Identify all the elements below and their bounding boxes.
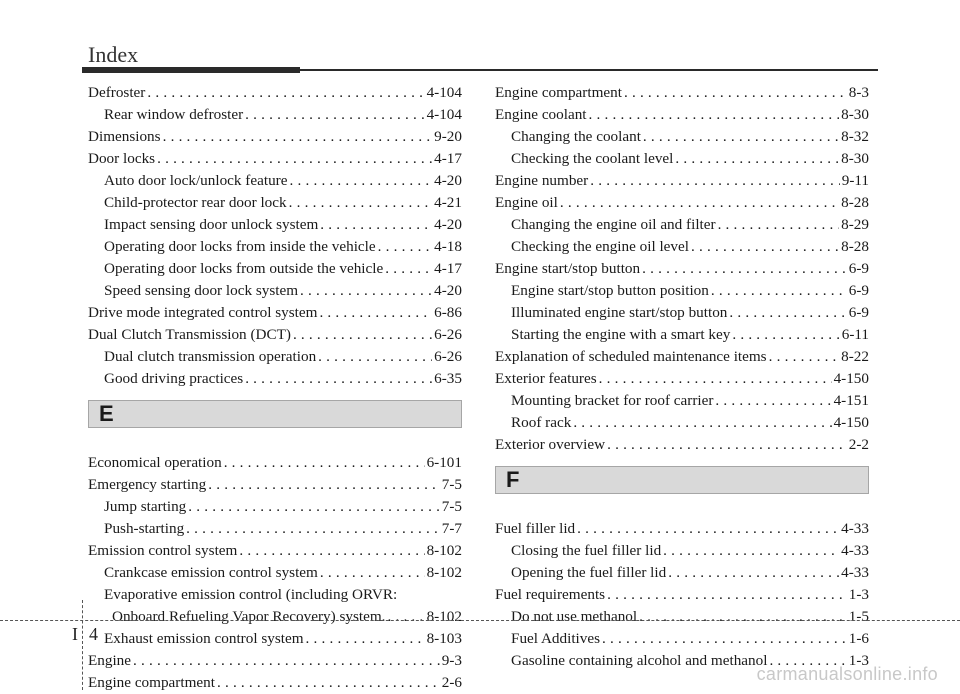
index-subentry [88,628,462,650]
entry-page-number: 8-28 [841,194,869,211]
dot-leader [293,324,432,346]
index-subentry [495,214,869,236]
entry-page-number: 2-2 [848,436,869,453]
index-subentry [495,628,869,650]
entry-label: Engine start/stop button position [511,282,709,299]
entry-label: Push-starting [104,520,185,537]
index-entry [495,434,869,456]
entry-page-number: 4-20 [434,172,462,189]
entry-label: Operating door locks from inside the vehicle [104,238,376,255]
entry-label: Drive mode integrated control system [88,304,318,321]
entry-page-number: 6-26 [434,326,462,343]
index-entry [88,302,462,324]
index-subentry [88,496,462,518]
dot-leader [715,390,831,412]
entry-page-number: 7-7 [441,520,462,537]
index-entry [88,540,462,562]
watermark: carmanualsonline.info [756,664,938,684]
entry-page-number: 4-17 [434,150,462,167]
index-entry [495,518,869,540]
entry-label: Roof rack [511,414,572,431]
dot-leader [320,562,425,584]
index-group-d [88,82,462,390]
index-subentry [88,606,462,628]
entry-label: Do not use methanol [511,608,638,625]
entry-page-number: 4-104 [426,106,462,123]
index-subentry [88,280,462,302]
entry-label: Impact sensing door unlock system [104,216,319,233]
dot-leader [289,170,432,192]
dot-leader [147,82,424,104]
dot-leader [245,104,424,126]
dot-leader [639,606,847,628]
index-entry [88,474,462,496]
entry-label: Starting the engine with a smart key [511,326,731,343]
section-header-e [88,400,462,428]
dot-leader [300,280,432,302]
index-subentry [495,280,869,302]
index-subentry [495,390,869,412]
entry-page-number: 6-101 [426,454,462,471]
entry-label: Explanation of scheduled maintenance items [495,348,767,365]
dot-leader [732,324,839,346]
entry-label: Engine number [495,172,589,189]
footer-page-number: 4 [89,624,98,644]
dot-leader [607,584,847,606]
entry-page-number: 8-29 [841,216,869,233]
page-title: Index [88,42,139,67]
entry-label: Fuel filler lid [495,520,576,537]
section-letter-f: F [506,467,520,492]
index-entry [495,368,869,390]
entry-label: Fuel requirements [495,586,606,603]
index-group-e-continued [495,82,869,456]
index-group-f [495,518,869,672]
entry-label: Evaporative emission control (including ORVR: [104,586,398,603]
entry-page-number: 8-30 [841,150,869,167]
index-entry [88,126,462,148]
dot-leader [675,148,839,170]
index-group-e [88,452,462,694]
dot-leader [133,650,440,672]
entry-label: Dual clutch transmission operation [104,348,317,365]
entry-label: Crankcase emission control system [104,564,318,581]
dot-leader [385,258,432,280]
entry-page-number: 6-26 [434,348,462,365]
entry-label: Engine compartment [88,674,215,691]
index-entry [88,324,462,346]
dot-leader [208,474,440,496]
dot-leader [643,126,839,148]
index-subentry [88,104,462,126]
entry-page-number: 6-35 [434,370,462,387]
entry-label: Good driving practices [104,370,244,387]
dot-leader [319,302,432,324]
dot-leader [239,540,424,562]
entry-label: Dimensions [88,128,161,145]
entry-label: Rear window defroster [104,106,244,123]
entry-page-number: 6-9 [848,304,869,321]
dot-leader [320,214,432,236]
index-entry [88,650,462,672]
index-subentry [88,562,462,584]
dot-leader [642,258,847,280]
dot-leader [729,302,846,324]
entry-label: Door locks [88,150,156,167]
dot-leader [718,214,840,236]
dot-leader [602,628,847,650]
title-rule-thick [82,67,300,73]
index-entry [495,104,869,126]
entry-page-number: 4-21 [434,194,462,211]
entry-label: Changing the coolant [511,128,641,145]
entry-page-number: 6-9 [848,282,869,299]
entry-page-number: 1-3 [848,652,869,669]
index-entry [495,584,869,606]
entry-page-number: 4-104 [426,84,462,101]
entry-page-number: 4-20 [434,282,462,299]
title-rule-thin [300,69,878,71]
dot-leader [245,368,432,390]
dot-leader [769,346,840,368]
entry-label: Economical operation [88,454,222,471]
index-subentry [495,148,869,170]
entry-page-number: 4-151 [833,392,869,409]
dot-leader [306,628,425,650]
dot-leader [188,496,439,518]
dot-leader [590,170,840,192]
footer-crop-line-horizontal [0,620,960,621]
dot-leader [573,412,831,434]
index-subentry [495,302,869,324]
entry-page-number: 2-6 [441,674,462,691]
dot-leader [560,192,839,214]
index-subentry [88,584,462,606]
entry-page-number: 8-30 [841,106,869,123]
entry-page-number: 4-20 [434,216,462,233]
entry-page-number: 9-3 [441,652,462,669]
index-subentry [88,192,462,214]
dot-leader [599,368,832,390]
entry-label: Operating door locks from outside the vehicle [104,260,384,277]
entry-page-number: 8-102 [426,608,462,625]
entry-page-number: 8-102 [426,564,462,581]
entry-label: Engine oil [495,194,558,211]
dot-leader [711,280,847,302]
entry-label: Exterior overview [495,436,606,453]
entry-label: Auto door lock/unlock feature [104,172,288,189]
entry-label: Exhaust emission control system [104,630,304,647]
entry-page-number: 8-22 [841,348,869,365]
index-entry [495,258,869,280]
entry-page-number: 4-17 [434,260,462,277]
entry-label: Exterior features [495,370,597,387]
dot-leader [691,236,839,258]
dot-leader [607,434,847,456]
index-subentry [88,346,462,368]
index-subentry [88,258,462,280]
dot-leader [589,104,840,126]
index-subentry [495,412,869,434]
index-column-left [88,82,462,694]
entry-label: Jump starting [104,498,187,515]
index-entry [495,170,869,192]
entry-page-number: 4-33 [841,542,869,559]
entry-label: Engine compartment [495,84,622,101]
entry-page-number: 8-103 [426,630,462,647]
index-subentry [88,368,462,390]
index-column-right [495,82,869,672]
dot-leader [163,126,433,148]
entry-label: Gasoline containing alcohol and methanol [511,652,768,669]
entry-page-number: 9-11 [841,172,869,189]
entry-label: Onboard Refueling Vapor Recovery) system. [112,608,386,625]
entry-label: Engine [88,652,132,669]
dot-leader [624,82,847,104]
entry-page-number: 7-5 [441,498,462,515]
dot-leader [663,540,839,562]
entry-page-number: 6-11 [841,326,869,343]
entry-label: Child-protector rear door lock [104,194,287,211]
entry-label: Emergency starting [88,476,207,493]
section-header-f [495,466,869,494]
entry-page-number: 1-6 [848,630,869,647]
dot-leader [378,236,433,258]
dot-leader [157,148,432,170]
entry-page-number: 4-33 [841,520,869,537]
index-entry [495,82,869,104]
index-entry [495,192,869,214]
entry-label: Changing the engine oil and filter [511,216,716,233]
entry-page-number: 4-33 [841,564,869,581]
entry-label: Engine start/stop button [495,260,641,277]
entry-page-number: 4-18 [434,238,462,255]
entry-page-number: 6-86 [434,304,462,321]
entry-page-number: 6-9 [848,260,869,277]
index-subentry [88,236,462,258]
entry-label: Closing the fuel filler lid [511,542,662,559]
entry-page-number: 1-3 [848,586,869,603]
entry-label: Checking the engine oil level [511,238,689,255]
entry-label: Dual Clutch Transmission (DCT) [88,326,291,343]
entry-page-number: 7-5 [441,476,462,493]
dot-leader [387,606,424,628]
entry-label: Engine coolant [495,106,587,123]
footer-crop-line-vertical [82,600,83,690]
entry-label: Illuminated engine start/stop button [511,304,728,321]
entry-page-number: 8-3 [848,84,869,101]
dot-leader [668,562,839,584]
entry-label: Speed sensing door lock system [104,282,299,299]
entry-label: Mounting bracket for roof carrier [511,392,714,409]
index-subentry [88,214,462,236]
index-subentry [88,170,462,192]
dot-leader [318,346,432,368]
section-letter-e: E [99,401,114,426]
entry-page-number: 4-150 [833,370,869,387]
entry-page-number: 8-102 [426,542,462,559]
index-entry [88,148,462,170]
index-subentry [495,126,869,148]
footer-section-letter: I [72,624,78,644]
entry-page-number: 4-150 [833,414,869,431]
dot-leader [217,672,440,694]
entry-label: Opening the fuel filler lid [511,564,667,581]
entry-page-number: 8-32 [841,128,869,145]
index-entry [88,672,462,694]
index-entry [495,346,869,368]
entry-page-number: 8-28 [841,238,869,255]
dot-leader [289,192,433,214]
index-subentry [495,236,869,258]
entry-page-number: 1-5 [848,608,869,625]
entry-page-number: 9-20 [434,128,462,145]
entry-label: Checking the coolant level [511,150,674,167]
entry-label: Fuel Additives [511,630,601,647]
index-entry [88,452,462,474]
index-subentry [495,562,869,584]
index-subentry [495,540,869,562]
index-subentry [495,324,869,346]
dot-leader [577,518,839,540]
entry-label: Defroster [88,84,146,101]
index-subentry [495,606,869,628]
index-subentry [88,518,462,540]
dot-leader [224,452,425,474]
dot-leader [186,518,440,540]
index-entry [88,82,462,104]
entry-label: Emission control system [88,542,238,559]
